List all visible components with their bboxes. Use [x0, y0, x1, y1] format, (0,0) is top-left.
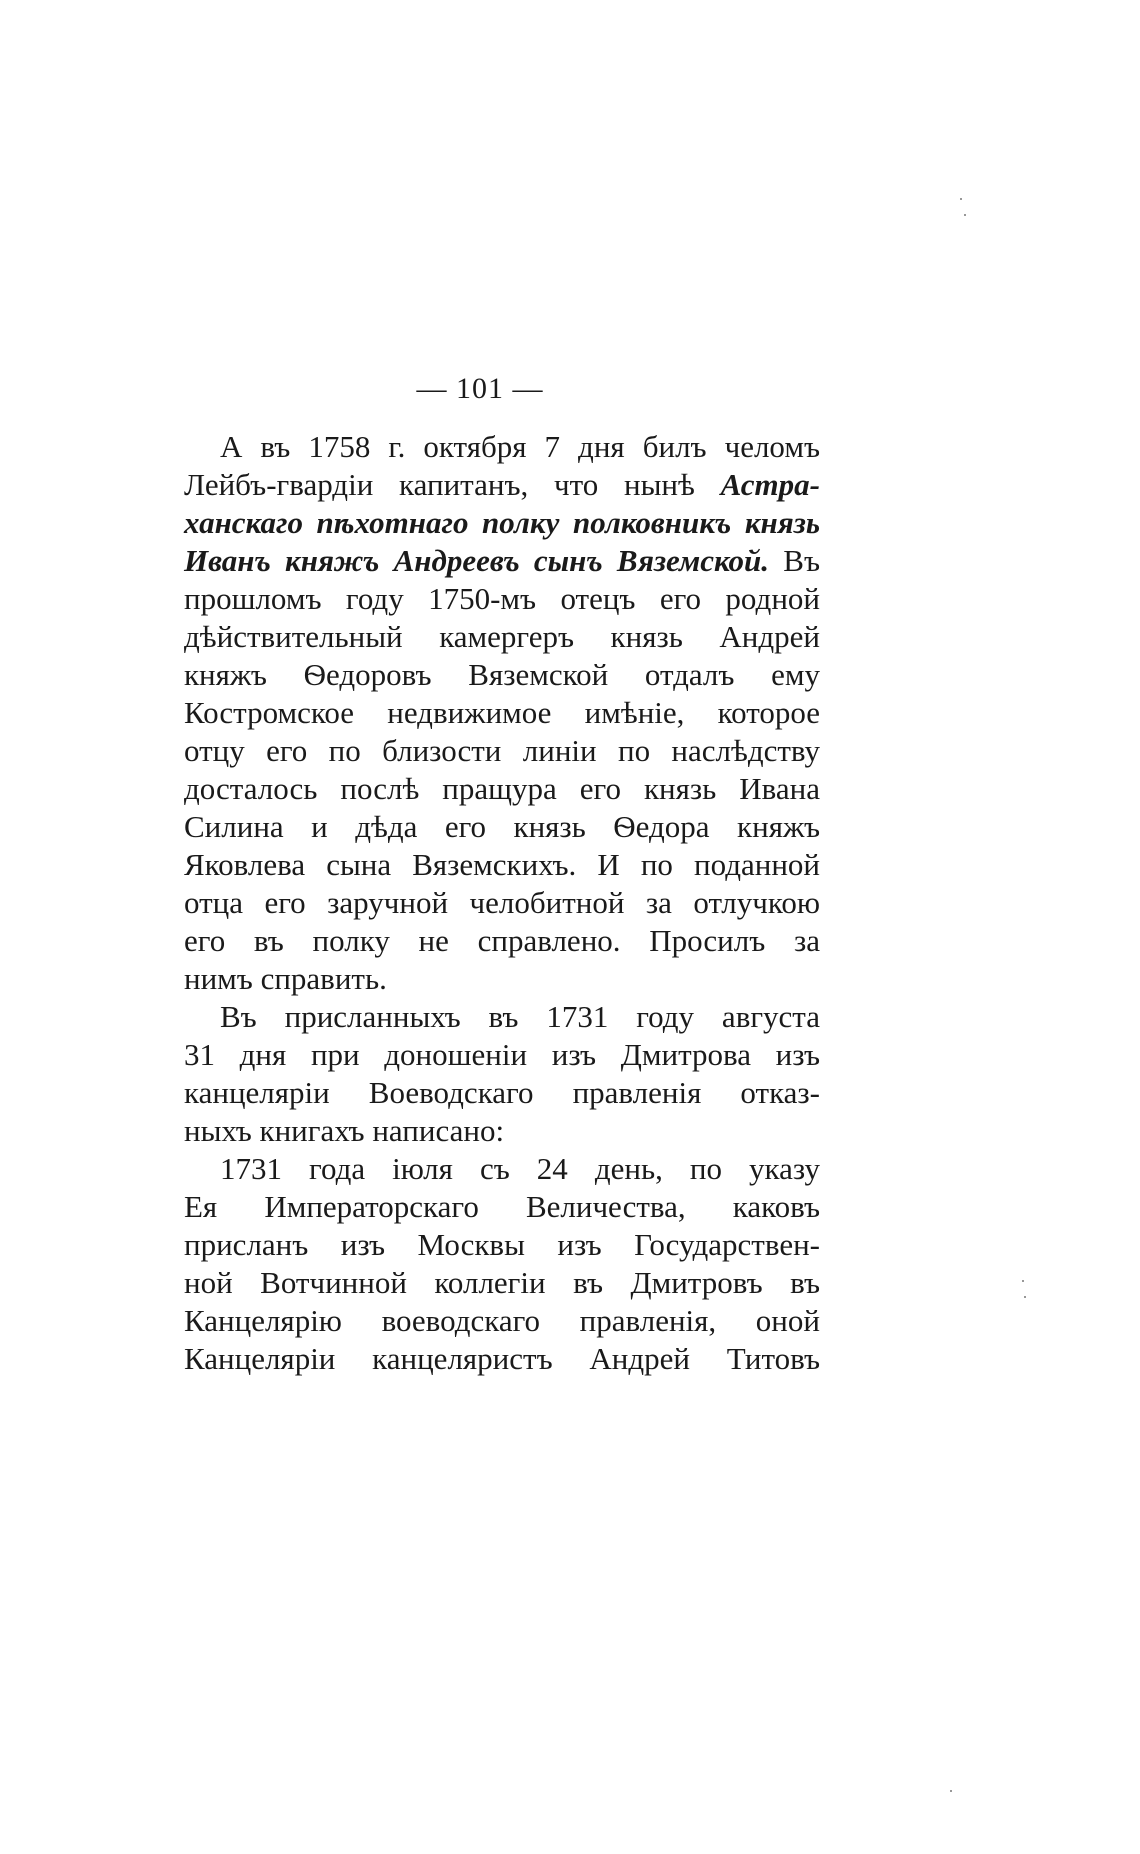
text-line: отцу его по близости линіи по наслѣдству — [184, 733, 820, 768]
text-line: 1731 года іюля съ 24 день, по указу — [220, 1151, 820, 1186]
text-line — [184, 466, 820, 504]
text-line: Костромское недвижимое имѣніе, которое — [184, 695, 820, 730]
text-line: княжъ Ѳедоровъ Вяземской отдалъ ему — [184, 657, 820, 692]
text-line: дѣйствительный камергеръ князь Андрей — [184, 619, 820, 654]
text-line: Канцелярію воеводскаго правленія, оной — [184, 1303, 820, 1338]
page-number: — 101 — — [416, 372, 544, 405]
text-segment: Въ — [769, 543, 820, 578]
text-line: ной Вотчинной коллегіи въ Дмитровъ въ — [184, 1265, 820, 1300]
scan-speck — [964, 214, 966, 216]
text-line: 31 дня при доношеніи изъ Дмитрова изъ — [184, 1037, 820, 1072]
text-line — [184, 542, 820, 580]
text-line: Ея Императорскаго Величества, каковъ — [184, 1189, 820, 1224]
italic-line: ханскаго пѣхотнаго полку полковникъ князь — [184, 505, 820, 540]
text-line: ныхъ книгахъ написано: — [184, 1113, 505, 1148]
scan-speck — [950, 1790, 952, 1792]
text-line: его въ полку не справлено. Просилъ за — [184, 923, 820, 958]
text-segment: Лейбъ-гвардіи капитанъ, что нынѣ — [184, 467, 721, 502]
italic-segment: Астра- — [720, 467, 820, 502]
text-line: А въ 1758 г. октября 7 дня билъ челомъ — [220, 429, 820, 464]
text-line: Яковлева сына Вяземскихъ. И по поданной — [184, 847, 820, 882]
text-line: отца его заручной челобитной за отлучкою — [184, 885, 820, 920]
scan-speck — [1024, 1296, 1026, 1298]
scan-speck — [1022, 1280, 1024, 1282]
text-line: нимъ справить. — [184, 961, 387, 996]
text-line: Силина и дѣда его князь Ѳедора княжъ — [184, 809, 820, 844]
text-line: Въ присланныхъ въ 1731 году августа — [220, 999, 820, 1034]
text-line: досталось послѣ пращура его князь Ивана — [184, 771, 820, 806]
text-line: присланъ изъ Москвы изъ Государствен- — [184, 1227, 820, 1262]
text-line: Канцеляріи канцеляристъ Андрей Титовъ — [184, 1341, 820, 1376]
scan-speck — [960, 198, 962, 200]
text-line: канцеляріи Воеводскаго правленія отказ- — [184, 1075, 820, 1110]
text-line: прошломъ году 1750-мъ отецъ его родной — [184, 581, 820, 616]
text-block — [184, 428, 820, 1378]
italic-segment: Иванъ княжъ Андреевъ сынъ Вяземской. — [184, 543, 770, 578]
